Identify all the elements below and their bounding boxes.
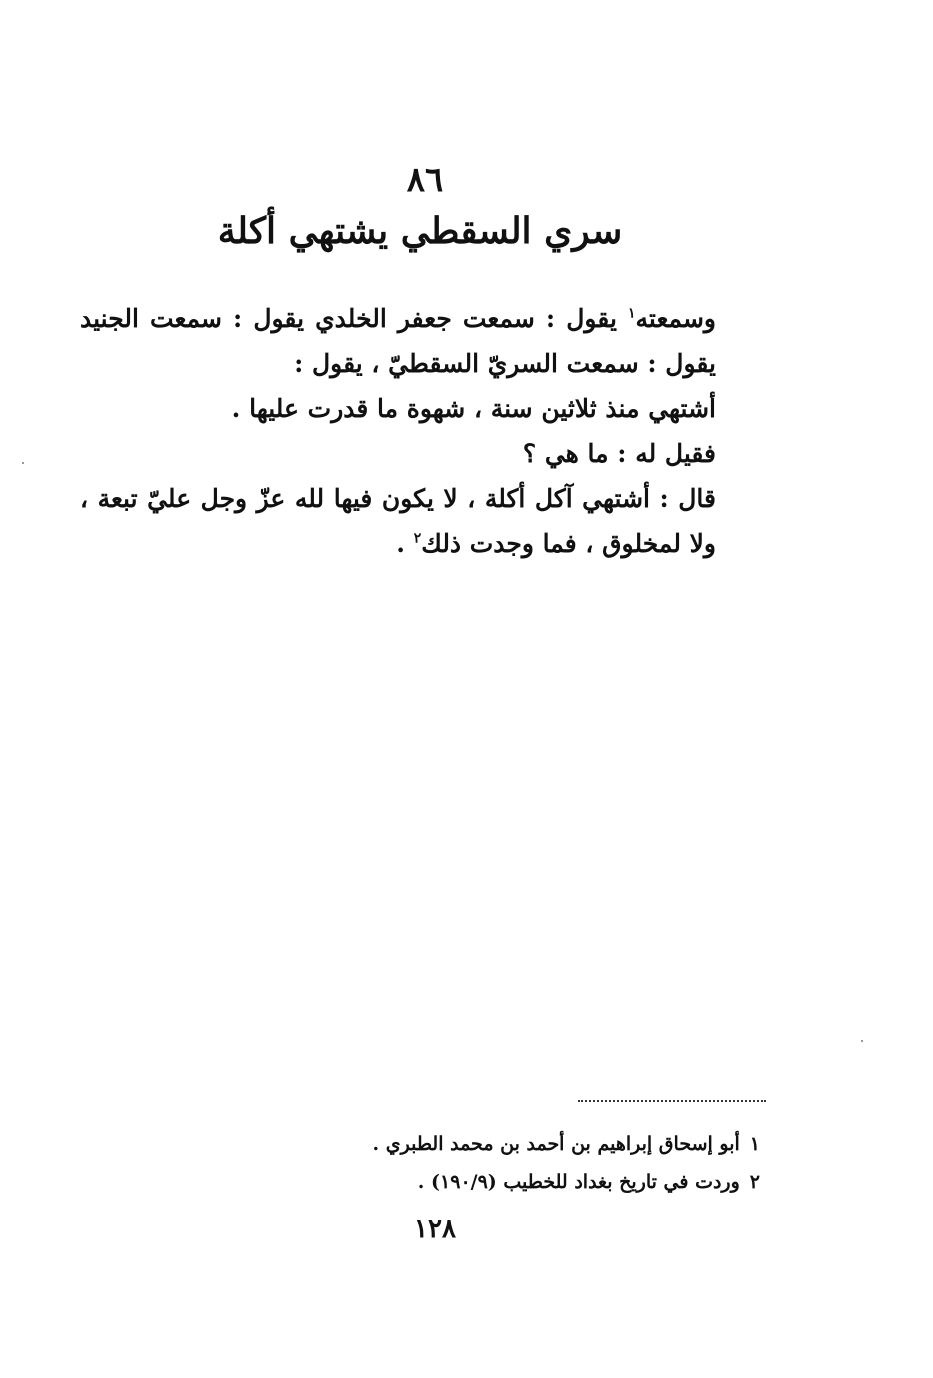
story-number: ٨٦ bbox=[406, 160, 444, 200]
paragraph-4-text: قال : أشتهي آكل أكلة ، لا يكون فيها لله عزّ وجل عليّ تبعة ، ولا لمخلوق ، فما وجدت ذلك bbox=[80, 484, 716, 558]
story-title: سري السقطي يشتهي أكلة bbox=[217, 210, 623, 252]
footnote-marker-1: ١ bbox=[627, 305, 636, 322]
footnote-number: ١ bbox=[749, 1133, 760, 1155]
footnote-number: ٢ bbox=[749, 1171, 760, 1193]
footnote-text: أبو إسحاق إبراهيم بن أحمد بن محمد الطبري . bbox=[372, 1133, 740, 1155]
paragraph-answer bbox=[80, 476, 760, 566]
footnote-item bbox=[300, 1125, 760, 1163]
footnote-marker-2: ٢ bbox=[413, 530, 422, 547]
paragraph-narration-chain bbox=[80, 296, 760, 386]
footnotes bbox=[300, 1125, 760, 1201]
scan-speck bbox=[22, 462, 24, 464]
paragraph-4-end: . bbox=[396, 529, 414, 558]
footnote-text: وردت في تاريخ بغداد للخطيب (١٩٠/٩) . bbox=[417, 1171, 740, 1193]
body-text bbox=[80, 296, 760, 566]
paragraph-1-text: وسمعته bbox=[635, 304, 716, 333]
page-number: ١٢٨ bbox=[414, 1214, 456, 1244]
paragraph-question: فقيل له : ما هي ؟ bbox=[522, 439, 716, 468]
paragraph-1-rest: يقول : سمعت جعفر الخلدي يقول : سمعت الجنيد يقول : سمعت السريّ السقطيّ ، يقول : bbox=[80, 304, 716, 378]
footnote-divider bbox=[578, 1100, 766, 1102]
footnote-item bbox=[300, 1163, 760, 1201]
scan-speck bbox=[861, 1040, 863, 1042]
paragraph-desire: أشتهي منذ ثلاثين سنة ، شهوة ما قدرت عليها . bbox=[231, 394, 716, 423]
